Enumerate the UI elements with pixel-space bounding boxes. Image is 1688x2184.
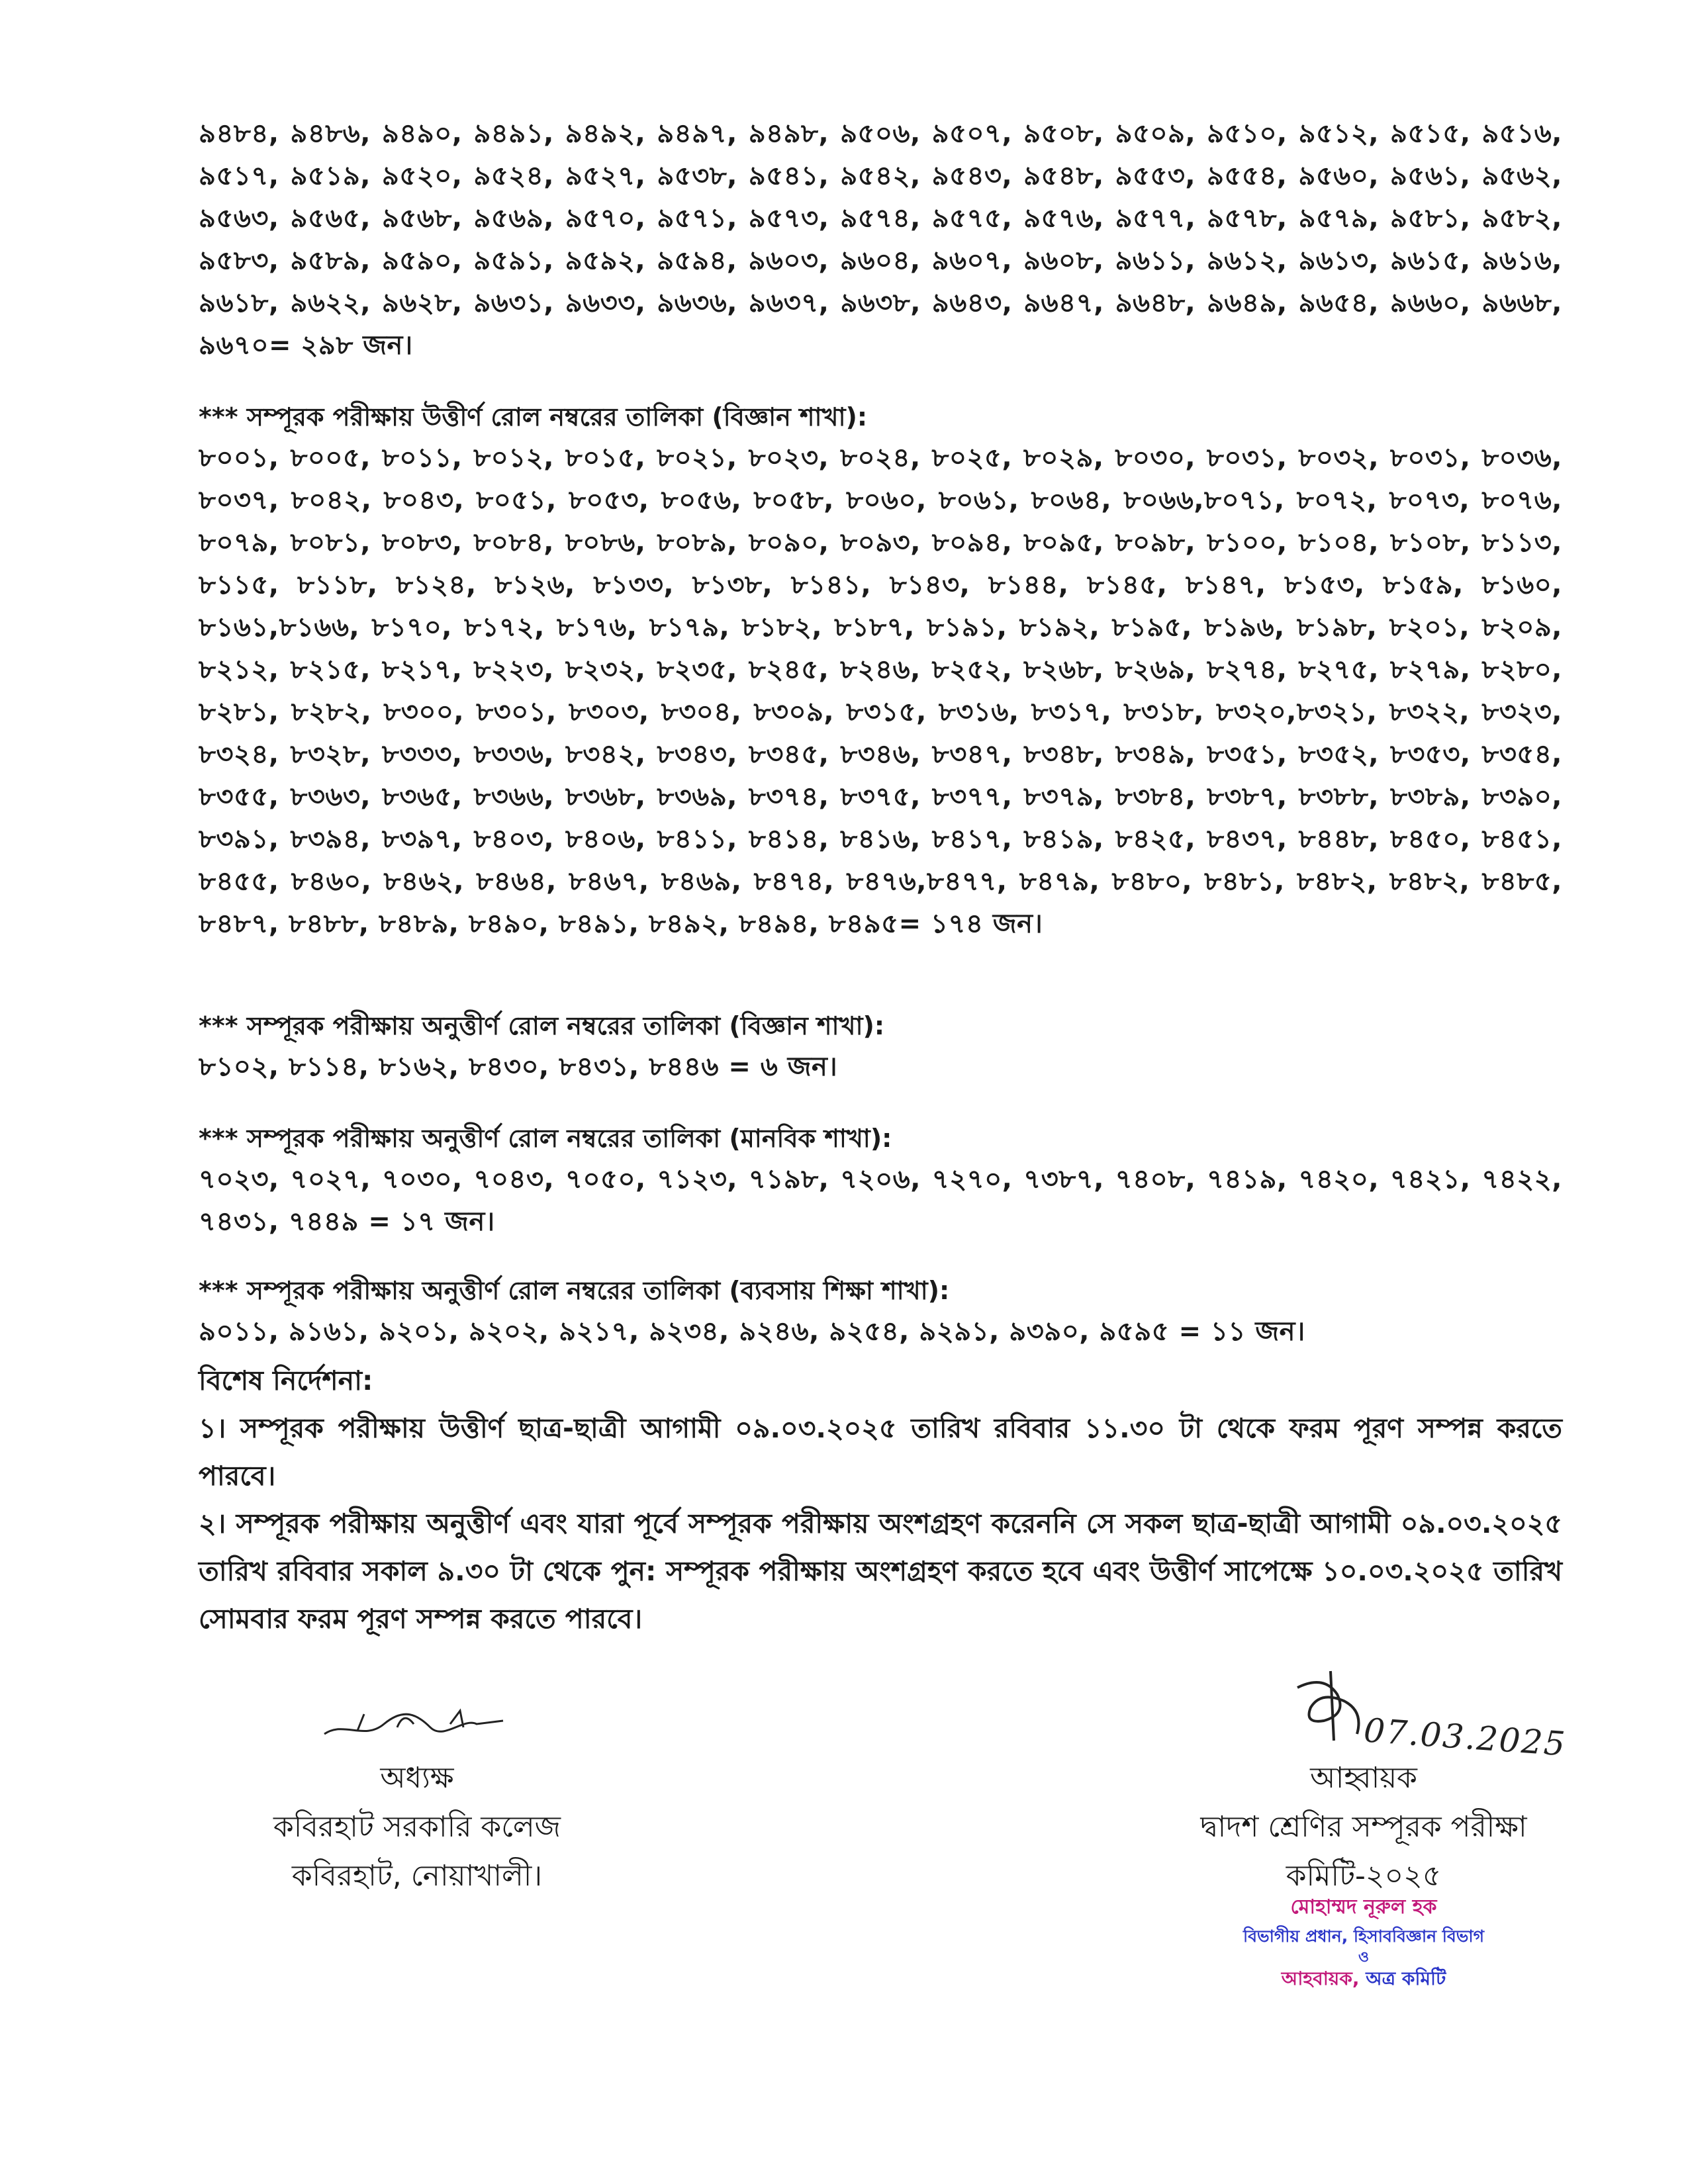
science-pass-heading: *** সম্পূরক পরীক্ষায় উত্তীর্ণ রোল নম্বরের তালিকা (বিজ্ঞান শাখা): xyxy=(199,402,868,432)
science-fail-heading: *** সম্পূরক পরীক্ষায় অনুত্তীর্ণ রোল নম্বরের তালিকা (বিজ্ঞান শাখা): xyxy=(199,1011,885,1040)
humanities-fail-heading: *** সম্পূরক পরীক্ষায় অনুত্তীর্ণ রোল নম্বরের তালিকা (মানবিক শাখা): xyxy=(199,1124,892,1153)
convener-signature-block xyxy=(1119,1754,1609,1901)
handwritten-date: 07.03.2025 xyxy=(1362,1711,1568,1764)
stamp-role-red: আহবায়ক, xyxy=(1281,1968,1360,1989)
stamp-name: মোহাম্মদ নূরুল হক xyxy=(1290,1895,1437,1919)
principal-signature-block xyxy=(225,1754,609,1901)
college-name: কবিরহাট সরকারি কলেজ xyxy=(273,1810,561,1844)
commerce-pass-roll-list: ৯৪৮৪, ৯৪৮৬, ৯৪৯০, ৯৪৯১, ৯৪৯২, ৯৪৯৭, ৯৪৯৮, ৯৫০৬, ৯৫০৭, ৯৫০৮, ৯৫০৯, ৯৫১০, ৯৫১২, ৯৫১৫, ৯৫১৬, ৯৫১৭, ৯৫১৯, ৯৫২০, ৯৫২৪, ৯৫২৭, ৯৫৩৮, ৯৫৪১, ৯৫৪২, ৯৫৪৩, ৯৫৪৮, ৯৫৫৩, ৯৫৫৪, ৯৫৬০, ৯৫৬১, ৯৫৬২, ৯৫৬৩, ৯৫৬৫, ৯৫৬৮, ৯৫৬৯, ৯৫৭০, ৯৫৭১, ৯৫৭৩, ৯৫৭৪, ৯৫৭৫, ৯৫৭৬, ৯৫৭৭, ৯৫৭৮, ৯৫৭৯, ৯৫৮১, ৯৫৮২, ৯৫৮৩, ৯৫৮৯, ৯৫৯০, ৯৫৯১, ৯৫৯২, ৯৫৯৪, ৯৬০৩, ৯৬০৪, ৯৬০৭, ৯৬০৮, ৯৬১১, ৯৬১২, ৯৬১৩, ৯৬১৫, ৯৬১৬, ৯৬১৮, ৯৬২২, ৯৬২৮, ৯৬৩১, ৯৬৩৩, ৯৬৩৬, ৯৬৩৭, ৯৬৩৮, ৯৬৪৩, ৯৬৪৭, ৯৬৪৮, ৯৬৪৯, ৯৬৫৪, ৯৬৬০, ৯৬৬৮, ৯৬৭০= ২৯৮ জন। xyxy=(199,118,1562,361)
business-fail-heading: *** সম্পূরক পরীক্ষায় অনুত্তীর্ণ রোল নম্বরের তালিকা (ব্যবসায় শিক্ষা শাখা): xyxy=(199,1276,950,1305)
stamp-role xyxy=(1185,1964,1542,1993)
convener-title: আহ্বায়ক xyxy=(1310,1761,1417,1795)
committee-line-1: দ্বাদশ শ্রেণির সম্পূরক পরীক্ষা xyxy=(1200,1810,1527,1844)
instruction-item-1: ১। সম্পূরক পরীক্ষায় উত্তীর্ণ ছাত্র-ছাত্রী আগামী ০৯.০৩.২০২৫ তারিখ রবিবার ১১.৩০ টা থেকে ফরম পূরণ সম্পন্ন করতে পারবে। xyxy=(199,1412,1562,1492)
stamp-role-blue: অত্র কমিটি xyxy=(1366,1968,1446,1989)
principal-signature xyxy=(318,1694,516,1754)
principal-title: অধ্যক্ষ xyxy=(380,1761,454,1795)
humanities-fail-roll-list: ৭০২৩, ৭০২৭, ৭০৩০, ৭০৪৩, ৭০৫০, ৭১২৩, ৭১৯৮, ৭২০৬, ৭২৭০, ৭৩৮৭, ৭৪০৮, ৭৪১৯, ৭৪২০, ৭৪২১, ৭৪২২, ৭৪৩১, ৭৪৪৯ = ১৭ জন। xyxy=(199,1164,1562,1237)
college-location: কবিরহাট, নোয়াখালী। xyxy=(291,1859,543,1893)
stamp-designation: বিভাগীয় প্রধান, হিসাববিজ্ঞান বিভাগ xyxy=(1243,1927,1485,1946)
committee-line-2: কমিটি-২০২৫ xyxy=(1286,1859,1442,1893)
stamp-conjunction: ও xyxy=(1358,1949,1370,1966)
convener-stamp xyxy=(1185,1893,1542,1993)
instructions-title: বিশেষ নির্দেশনা: xyxy=(199,1365,373,1396)
special-instructions xyxy=(199,1357,1562,1643)
science-fail-roll-list: ৮১০২, ৮১১৪, ৮১৬২, ৮৪৩০, ৮৪৩১, ৮৪৪৬ = ৬ জন। xyxy=(199,1052,838,1082)
business-fail-roll-list: ৯০১১, ৯১৬১, ৯২০১, ৯২০২, ৯২১৭, ৯২৩৪, ৯২৪৬, ৯২৫৪, ৯২৯১, ৯৩৯০, ৯৫৯৫ = ১১ জন। xyxy=(199,1316,1305,1347)
science-pass-roll-list: ৮০০১, ৮০০৫, ৮০১১, ৮০১২, ৮০১৫, ৮০২১, ৮০২৩, ৮০২৪, ৮০২৫, ৮০২৯, ৮০৩০, ৮০৩১, ৮০৩২, ৮০৩১, ৮০৩৬, ৮০৩৭, ৮০৪২, ৮০৪৩, ৮০৫১, ৮০৫৩, ৮০৫৬, ৮০৫৮, ৮০৬০, ৮০৬১, ৮০৬৪, ৮০৬৬,৮০৭১, ৮০৭২, ৮০৭৩, ৮০৭৬, ৮০৭৯, ৮০৮১, ৮০৮৩, ৮০৮৪, ৮০৮৬, ৮০৮৯, ৮০৯০, ৮০৯৩, ৮০৯৪, ৮০৯৫, ৮০৯৮, ৮১০০, ৮১০৪, ৮১০৮, ৮১১৩, ৮১১৫, ৮১১৮, ৮১২৪, ৮১২৬, ৮১৩৩, ৮১৩৮, ৮১৪১, ৮১৪৩, ৮১৪৪, ৮১৪৫, ৮১৪৭, ৮১৫৩, ৮১৫৯, ৮১৬০, ৮১৬১,৮১৬৬, ৮১৭০, ৮১৭২, ৮১৭৬, ৮১৭৯, ৮১৮২, ৮১৮৭, ৮১৯১, ৮১৯২, ৮১৯৫, ৮১৯৬, ৮১৯৮, ৮২০১, ৮২০৯, ৮২১২, ৮২১৫, ৮২১৭, ৮২২৩, ৮২৩২, ৮২৩৫, ৮২৪৫, ৮২৪৬, ৮২৫২, ৮২৬৮, ৮২৬৯, ৮২৭৪, ৮২৭৫, ৮২৭৯, ৮২৮০, ৮২৮১, ৮২৮২, ৮৩০০, ৮৩০১, ৮৩০৩, ৮৩০৪, ৮৩০৯, ৮৩১৫, ৮৩১৬, ৮৩১৭, ৮৩১৮, ৮৩২০,৮৩২১, ৮৩২২, ৮৩২৩, ৮৩২৪, ৮৩২৮, ৮৩৩৩, ৮৩৩৬, ৮৩৪২, ৮৩৪৩, ৮৩৪৫, ৮৩৪৬, ৮৩৪৭, ৮৩৪৮, ৮৩৪৯, ৮৩৫১, ৮৩৫২, ৮৩৫৩, ৮৩৫৪, ৮৩৫৫, ৮৩৬৩, ৮৩৬৫, ৮৩৬৬, ৮৩৬৮, ৮৩৬৯, ৮৩৭৪, ৮৩৭৫, ৮৩৭৭, ৮৩৭৯, ৮৩৮৪, ৮৩৮৭, ৮৩৮৮, ৮৩৮৯, ৮৩৯০, ৮৩৯১, ৮৩৯৪, ৮৩৯৭, ৮৪০৩, ৮৪০৬, ৮৪১১, ৮৪১৪, ৮৪১৬, ৮৪১৭, ৮৪১৯, ৮৪২৫, ৮৪৩৭, ৮৪৪৮, ৮৪৫০, ৮৪৫১, ৮৪৫৫, ৮৪৬০, ৮৪৬২, ৮৪৬৪, ৮৪৬৭, ৮৪৬৯, ৮৪৭৪, ৮৪৭৬,৮৪৭৭, ৮৪৭৯, ৮৪৮০, ৮৪৮১, ৮৪৮২, ৮৪৮২, ৮৪৮৫, ৮৪৮৭, ৮৪৮৮, ৮৪৮৯, ৮৪৯০, ৮৪৯১, ৮৪৯২, ৮৪৯৪, ৮৪৯৫= ১৭৪ জন। xyxy=(199,443,1562,939)
instruction-item-2: ২। সম্পূরক পরীক্ষায় অনুত্তীর্ণ এবং যারা পূর্বে সম্পূরক পরীক্ষায় অংশগ্রহণ করেননি সে সকল ছাত্র-ছাত্রী আগামী ০৯.০৩.২০২৫ তারিখ রবিবার সকাল ৯.৩০ টা থেকে পুন: সম্পূরক পরীক্ষায় অংশগ্রহণ করতে হবে এবং উত্তীর্ণ সাপেক্ষে ১০.০৩.২০২৫ তারিখ সোমবার ফরম পূরণ সম্পন্ন করতে পারবে। xyxy=(199,1508,1562,1635)
